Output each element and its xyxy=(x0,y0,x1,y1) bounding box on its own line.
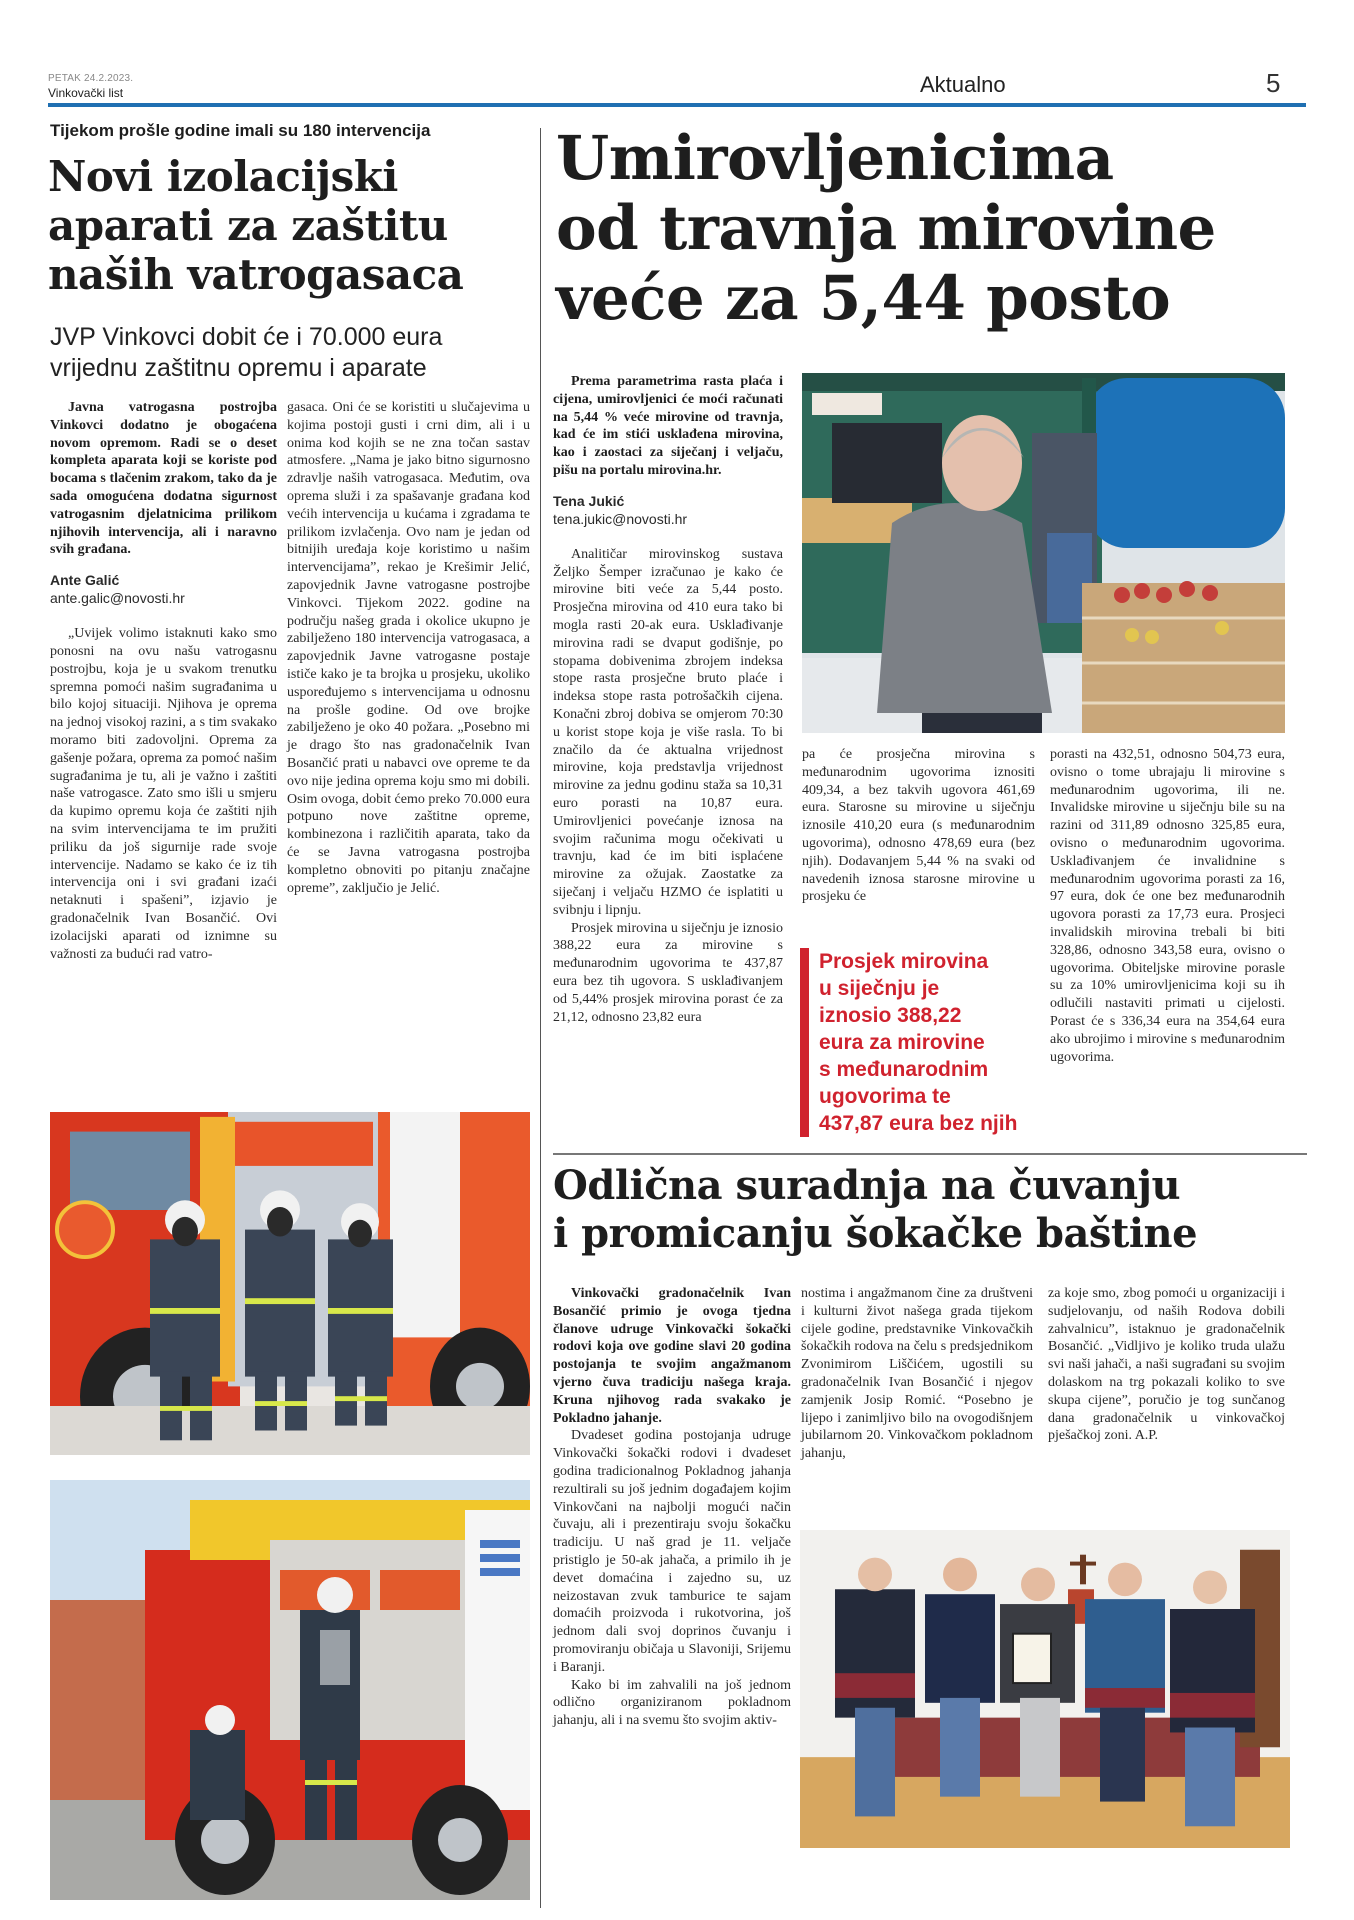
article-divider xyxy=(553,1153,1307,1155)
headline-line: Umirovljenicima xyxy=(556,123,1114,194)
article-headline xyxy=(553,1162,1197,1258)
issue-date: PETAK 24.2.2023. xyxy=(48,73,134,84)
headline-line: veće za 5,44 posto xyxy=(556,263,1171,334)
article-column-1 xyxy=(50,399,277,963)
article-subheadline xyxy=(50,322,442,384)
pullquote-line: Prosjek mirovina xyxy=(819,950,989,973)
author-name: Tena Jukić xyxy=(553,492,625,509)
pullquote-line: ugovorima te xyxy=(819,1085,951,1108)
body-paragraph: Dvadeset godina postojanja udruge Vinkovački šokački rodovi i dvadeset godina tradicionalnog Pokladnog jahanja rezultirali su još jednim događajem kojim Vinkovčani na najbolji mogući način čuvaju, ali i prezentiraju svoju šokačku tradiciju. U naš grad je 11. veljače pristiglo je 50-ak jahača, a primilo ih je devet domaćina i zajedno su, uz neizostavan zvuk tamburice te sajam domaćih proizvoda i rukotvorina, još jednom dali svoj doprinos čuvanju i promoviranju običaja u Slavoniji, Srijemu i Baranji. xyxy=(553,1428,791,1675)
article-column-2 xyxy=(801,1285,1033,1463)
article-headline xyxy=(48,152,463,299)
article-column-1 xyxy=(553,373,783,1026)
body-paragraph: Prosjek mirovina u siječnju je iznosio 388,22 eura za mirovine s međunarodnim ugovorima te 437,87 eura bez tih ugovora. S usklađivanjem od 5,44% prosjek mirovina porast će za 21,12, odnosno 23,82 eura xyxy=(553,920,783,1025)
section-title: Aktualno xyxy=(920,72,1006,97)
body-paragraph: „Uvijek volimo istaknuti kako smo ponosni na ovu našu vatrogasnu postrojbu, koja je u svakom trenutku spremna pomoći našim sugrađanima u bilo kojoj situaciji. Njihova je oprema na jednoj visokoj razini, a s tim svakako moramo biti zadovoljni. Oprema za gašenje požara, oprema za pomoć našim sugrađanima je tu, ali je važno i zaštiti naše vatrogasce. Zato smo išli u smjeru da kupimo opremu koja će zaštiti njih na svim intervencijama te im pružiti priliku da još sigurnije rade svoje intervencije. Nadamo se kako će iz tih intervencija oni i svi građani izaći netaknuti i spašeni”, izjavio je gradonačelnik Ivan Bosančić. Ovi izolacijski aparati od iznimne su važnosti za budući rad vatro- xyxy=(50,626,277,962)
pullquote-line: s međunarodnim xyxy=(819,1058,989,1081)
pullquote-line: 437,87 eura bez njih xyxy=(819,1112,1018,1135)
photo-firefighters xyxy=(50,1112,530,1455)
article-lead: Vinkovački gradonačelnik Ivan Bosančić primio je ovoga tjedna članove udruge Vinkovački šokački rodovi koja ove godine slavi 20 godina postojanja te svojim angažmanom vjerno čuva tradiciju našega kraja. Kruna njihovog rada svakako je Pokladno jahanje. xyxy=(553,1286,791,1426)
article-column-3 xyxy=(1048,1285,1285,1445)
article-headline xyxy=(556,124,1216,334)
headline-line: Odlična suradnja na čuvanju xyxy=(553,1162,1181,1209)
author-name: Ante Galić xyxy=(50,572,120,589)
newspaper-name: Vinkovački list xyxy=(48,86,124,100)
headline-line: Novi izolacijski xyxy=(48,152,398,201)
pull-quote xyxy=(800,948,1036,1137)
headline-line: od travnja mirovine xyxy=(556,193,1216,264)
subheadline-line: JVP Vinkovci dobit će i 70.000 eura xyxy=(50,323,443,351)
body-paragraph: pa će prosječna mirovina s međunarodnim ugovorima iznositi 409,34, a bez takvih ugovora 461,69 eura. Starosne su mirovine u siječnju iznosile 410,20 eura (s međunarodnim ugovorima), odnosno 478,69 eura (bez njih). Dodavanjem 5,44 % na svaki od navedenih iznosa starosne mirovine u prosjeku će xyxy=(802,747,1035,905)
pullquote-line: iznosio 388,22 xyxy=(819,1004,962,1027)
column-divider xyxy=(540,128,541,1908)
headline-line: i promicanju šokačke baštine xyxy=(553,1210,1198,1257)
pullquote-line: u siječnju je xyxy=(819,977,940,1000)
photo-pensioner-market xyxy=(802,373,1285,733)
body-paragraph: Analitičar mirovinskog sustava Željko Šemper izračunao je kako će mirovine biti veće za 5,44 posto. Prosječna mirovina od 410 eura tako bi mogla rasti 20-ak eura. Usklađivanje mirovina radi se dvaput godišnje, po stopama dobivenima zbrojem indeksa stope rasta prosječne bruto plaće i indeksa stope rasta potrošačkih cijena. Konačni zbroj dobiva se omjerom 70:30 u korist stope koja je više rasla. To bi značilo da će aktualna vrijednost mirovine, koja predstavlja vrijednost mirovine za jednu godinu staža sa 10,31 euro porasti na 10,87 eura. Umirovljenici povećanje iznosa na svojim računima mogu očekivati u travnju, kad će im biti isplaćene mirovine za ožujak. Zaostatke za siječanj i veljaču HZMO će isplatiti u svibnju i lipnju. xyxy=(553,546,783,918)
subheadline-line: vrijednu zaštitnu opremu i aparate xyxy=(50,354,427,382)
pullquote-line: eura za mirovine xyxy=(819,1031,985,1054)
headline-line: naših vatrogasaca xyxy=(48,250,464,299)
body-paragraph: porasti na 432,51, odnosno 504,73 eura, ovisno o tome ubrajaju li mirovine s međunarodnim ugovorima, ili ne. Invalidske mirovine u siječnju bile su na razini od 311,89 odnosno 325,85 eura, ovisno o međunarodnim ugovorima. Usklađivanjem će invalidnine s međunarodnim ugovorima porasti za 16, 97 eura, dok će one bez međunarodnih ugovora porasti za 17,73 eura. Prosjeci invalidskih mirovina trebali bi biti 328,86, odnosno 343,58 eura, ovisno o ugovorima. Obiteljske mirovine porasle su za 10% umirovljenicima koji su ih odlučili nastaviti primati u cijelosti. Porast će s 336,34 eura na 354,64 eura ako ubrojimo i mirovine s međunarodnim ugovorima. xyxy=(1050,747,1285,1065)
article-lead: Javna vatrogasna postrojba Vinkovci dodatno je obogaćena novom opremom. Radi se o deset kompleta aparata koji se koriste pod bocama s tlačenim zrakom, tako da je sada omogućena dodatna sigurnost vatrogasnim djelatnicima prilikom njihovih intervencija, ali i naravno svih građana. xyxy=(50,400,277,558)
photo-firefighter-truck xyxy=(50,1480,530,1900)
author-email[interactable]: ante.galic@novosti.hr xyxy=(50,590,185,607)
article-column-3 xyxy=(1050,746,1285,1066)
photo-group-meeting xyxy=(800,1530,1290,1848)
article-column-1 xyxy=(553,1285,791,1730)
body-paragraph: gasaca. Oni će se koristiti u slučajevima u kojima postoji gusti i crni dim, ali i u onima kod kojih se ne zna točan sastav atmosfere. „Nama je jako bitno sigurnosno zdravlje naših vatrogasaca. Međutim, ova oprema služi i za spašavanje građana kod većih intervencija u kućama i zgradama te prilikom izvlačenja. Ovo nam je jedan od bitnijih uređaja koje koristimo u našim intervencijama”, rekao je Krešimir Jelić, zapovjednik Javne vatrogasne postrojbe Vinkovci. Tijekom 2022. godine na području našeg grada i okolice ukupno je zabilježeno 180 intervencija vatrogasaca, a zapovjednik Javne vatrogasne postaje ističe kako je ta brojka u prosjeku, ukoliko uspoređujemo s intervencijama u odnosnu na prošle godine. Od ove brojke zabilježeno je oko 40 požara. „Posebno mi je drago što nas gradonačelnik Ivan Bosančić prati u nabavci ove opreme te da ovo nije jedina oprema koju smo mi dobili. Osim ovoga, dobit ćemo preko 70.000 eura potpuno nove zaštitne opreme, kombinezona i različitih aparata, tako da će se Javna vatrogasna postrojba kompletno obnoviti po pitanju značajne opreme”, zaključio je Jelić. xyxy=(287,400,530,896)
body-paragraph: Kako bi im zahvalili na još jednom odlično organiziranom pokladnom jahanju, ali i na svemu što svojim aktiv- xyxy=(553,1677,791,1729)
article-column-2 xyxy=(802,746,1035,906)
article-column-2 xyxy=(287,399,530,897)
article-lead: Prema parametrima rasta plaća i cijena, umirovljenici će moći računati na 5,44 % veće mirovine od travnja, kad će im stići usklađena mirovina, kao i zaostaci za siječanj i veljaču, pišu na portalu mirovina.hr. xyxy=(553,374,783,478)
article-kicker: Tijekom prošle godine imali su 180 intervencija xyxy=(50,121,431,140)
header-rule xyxy=(48,103,1306,107)
page-number: 5 xyxy=(1266,68,1281,98)
headline-line: aparati za zaštitu xyxy=(48,201,448,250)
body-paragraph: za koje smo, zbog pomoći u organizaciji i sudjelovanju, od naših Rodova dobili zahvalnicu”, istaknuo je gradonačelnik Bosančić. „Vidljivo je koliko truda ulažu svi naši jahači, a naši sugrađani su svojim dolaskom na trg pokazali koliko to sve skupa cijene”, poručio je tog sunčanog dana gradonačelnik u vinkovačkoj pješačkoj zoni. A.P. xyxy=(1048,1286,1285,1444)
body-paragraph: nostima i angažmanom čine za društveni i kulturni život našega grada tijekom cijele godine, predstavnike Vinkovačkih šokačkih rodova na čelu s predsjednikom Zvonimirom Liščićem, ugostili su gradonačelnik Ivan Bosančić i njegov zamjenik Josip Romić. “Posebno je lijepo i zanimljivo bilo na ovogodišnjem jubilarnom 20. Vinkovačkom pokladnom jahanju, xyxy=(801,1286,1033,1462)
author-email[interactable]: tena.jukic@novosti.hr xyxy=(553,510,688,527)
